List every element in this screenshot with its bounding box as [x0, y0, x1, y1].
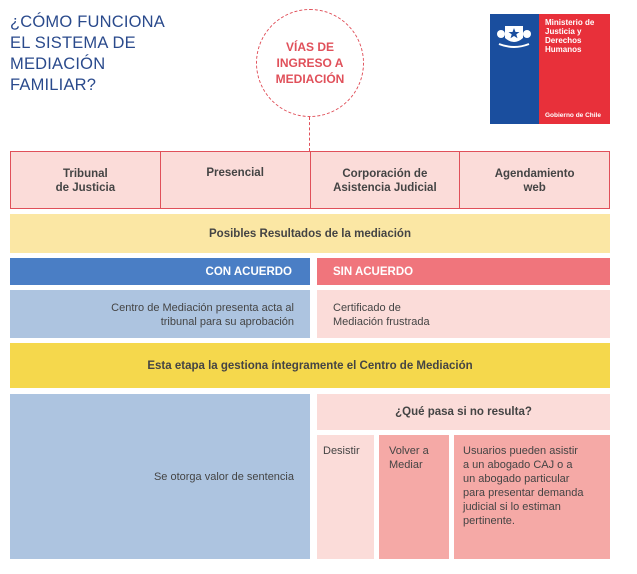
entry-way-corporacion: Corporación de Asistencia Judicial [311, 152, 461, 208]
sin-acuerdo-header: SIN ACUERDO [317, 258, 610, 285]
option-volver-a-mediar: Volver a Mediar [379, 435, 449, 559]
con-acuerdo-header: CON ACUERDO [10, 258, 310, 285]
sin-acuerdo-detail: Certificado de Mediación frustrada [317, 290, 610, 338]
entry-way-presencial: Presencial [161, 152, 311, 208]
ministry-name: Ministerio de Justicia y Derechos Humanos [545, 18, 595, 54]
logo-red-panel [539, 14, 610, 124]
entry-ways-row [10, 151, 610, 209]
con-acuerdo-detail: Centro de Mediación presenta acta al tribunal para su aprobación [10, 290, 310, 338]
stage-note: Esta etapa la gestiona íntegramente el Centro de Mediación [10, 343, 610, 388]
connector-line [309, 117, 310, 151]
ministry-logo [490, 14, 610, 124]
option-desistir: Desistir [317, 435, 374, 559]
entry-way-web: Agendamiento web [494, 168, 575, 194]
entry-ways-circle [256, 9, 364, 117]
sentence-outcome [10, 394, 310, 559]
entry-way-tribunal: Tribunal de Justicia [11, 152, 161, 208]
page-title: ¿CÓMO FUNCIONA EL SISTEMA DE MEDIACIÓN FAMILIAR? [10, 13, 165, 94]
entry-ways-label: VÍAS DE INGRESO A MEDIACIÓN [275, 40, 345, 86]
sentence-outcome-text: Se otorga valor de sentencia [153, 470, 294, 483]
logo-blue-panel [490, 14, 539, 124]
option-abogado: Usuarios pueden asistir a un abogado CAJ o a un abogado particular para presentar demanda judicial si lo estiman pertinente. [454, 435, 610, 559]
results-header: Posibles Resultados de la mediación [10, 214, 610, 253]
government-label: Gobierno de Chile [545, 112, 601, 119]
coat-of-arms-icon [495, 20, 533, 52]
failure-question: ¿Qué pasa si no resulta? [317, 394, 610, 430]
